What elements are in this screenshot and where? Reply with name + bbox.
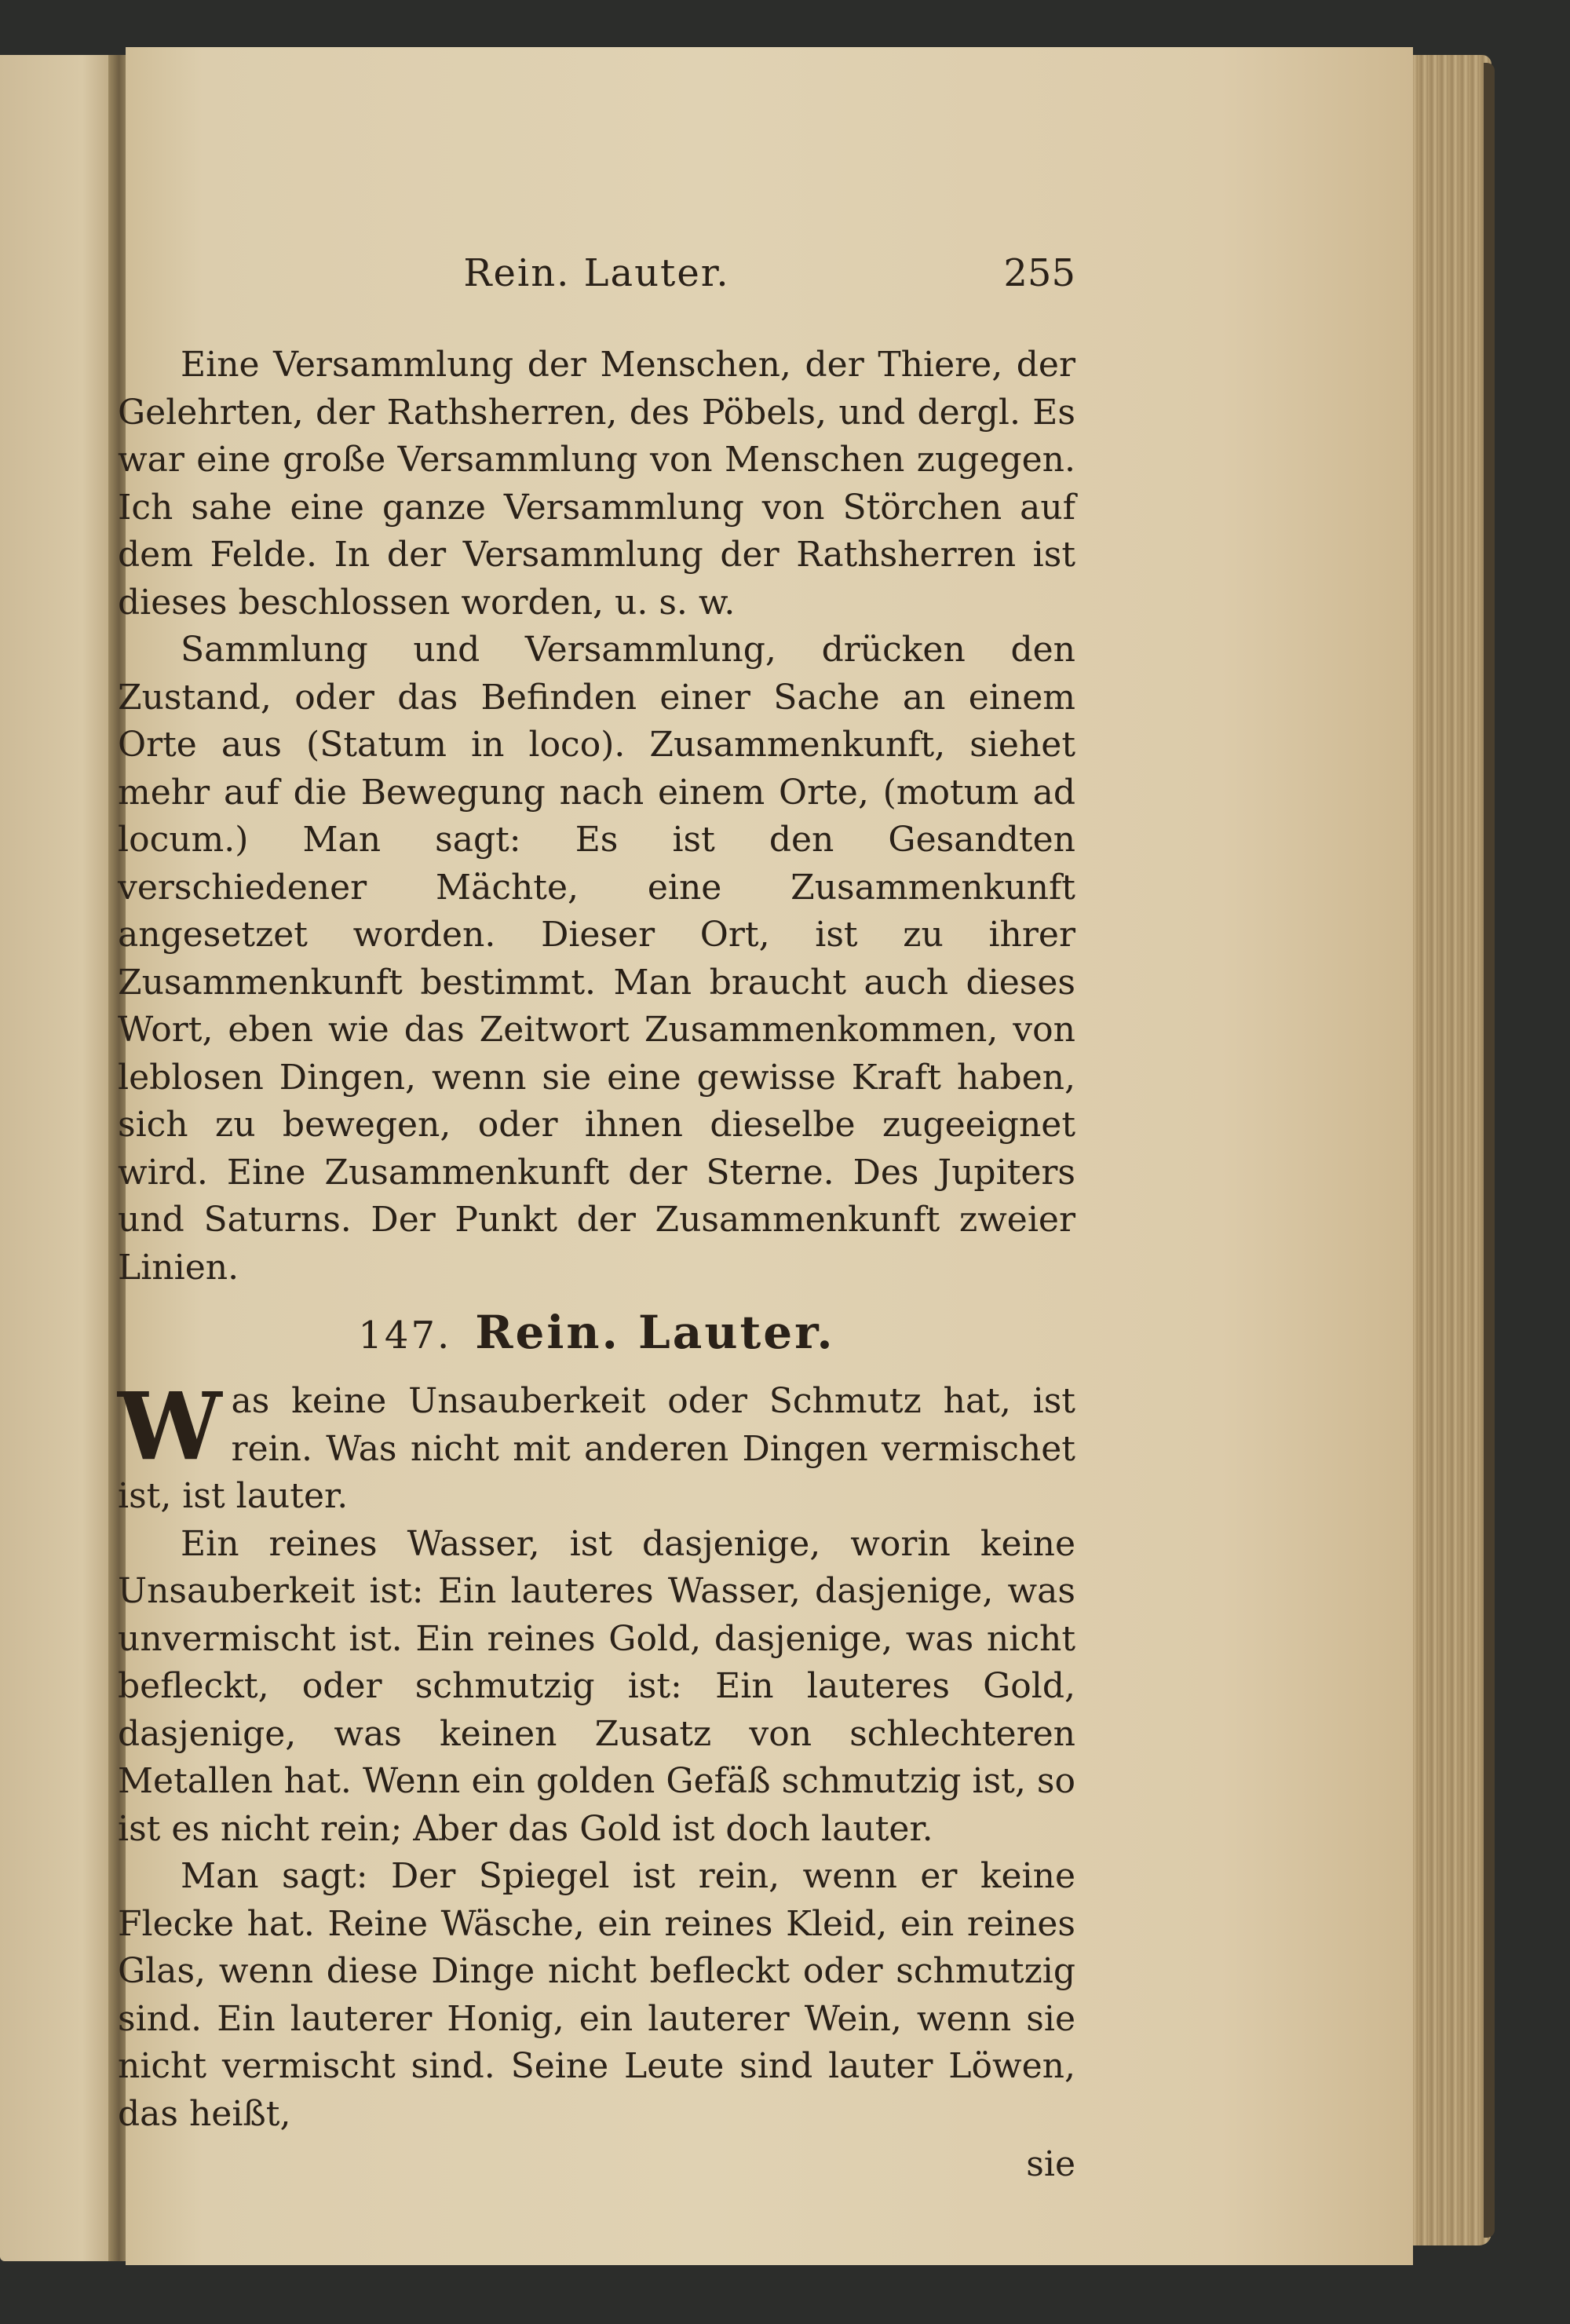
definition-paragraph: [118, 1372, 1075, 1521]
page-number: 255: [1003, 251, 1075, 295]
facing-page-edge: [0, 55, 118, 2261]
paragraph-wasser-gold: Ein reines Wasser, ist dasjenige, worin keine Unsauberkeit ist: Ein lauteres Wasser, dasjenige, was unvermischt ist. Ein reines Gold, dasjenige, was nicht befleckt, oder schmutzig ist: Ein lauteres Gold, dasjenige, was keinen Zusatz von schlechteren Metallen hat. Wenn ein golden Gefäß schmutzig ist, so ist es nicht rein; Aber das Gold ist doch lauter.: [118, 1523, 1075, 1849]
running-header: [118, 251, 1075, 306]
section-number: 147.: [358, 1314, 452, 1357]
section-title: Rein. Lauter.: [475, 1306, 835, 1359]
running-title: Rein. Lauter.: [463, 251, 730, 295]
drop-cap-letter: W: [118, 1372, 222, 1481]
definition-text: as keine Unsauberkeit oder Schmutz hat, ist rein. Was nicht mit anderen Dingen vermischet ist, ist lauter.: [118, 1381, 1075, 1516]
paragraph-versammlung: Eine Versammlung der Menschen, der Thiere, der Gelehrten, der Rathsherren, des Pöbels, und dergl. Es war eine große Versammlung von Menschen zugegen. Ich sahe eine ganze Versammlung von Störchen auf dem Felde. In der Versammlung der Rathsherren ist dieses beschlossen worden, u. s. w.: [118, 345, 1075, 623]
paragraph-zusammenkunft: Sammlung und Versammlung, drücken den Zustand, oder das Befinden einer Sache an einem Orte aus (Statum in loco). Zusammenkunft, siehet mehr auf die Bewegung nach einem Orte, (motum ad locum.) Man sagt: Es ist den Gesandten verschiedener Mächte, eine Zusammenkunft angesetzet worden. Dieser Ort, ist zu ihrer Zusammenkunft bestimmt. Man braucht auch dieses Wort, eben wie das Zeitwort Zusammenkommen, von leblosen Dingen, wenn sie eine gewisse Kraft haben, sich zu bewegen, oder ihnen dieselbe zugeeignet wird. Eine Zusammenkunft der Sterne. Des Jupiters und Saturns. Der Punkt der Zusammenkunft zweier Linien.: [118, 630, 1075, 1288]
catchword: sie: [1026, 2144, 1075, 2184]
book-cover-edge: [1484, 63, 1495, 2238]
section-heading: [118, 1301, 1075, 1367]
page-body: [118, 342, 1075, 2189]
paragraph-spiegel: Man sagt: Der Spiegel ist rein, wenn er keine Flecke hat. Reine Wäsche, ein reines Kleid, ein reines Glas, wenn diese Dinge nicht befleckt oder schmutzig sind. Ein lauterer Honig, ein lauterer Wein, wenn sie nicht vermischt sind. Seine Leute sind lauter Löwen, das heißt,: [118, 1856, 1075, 2134]
